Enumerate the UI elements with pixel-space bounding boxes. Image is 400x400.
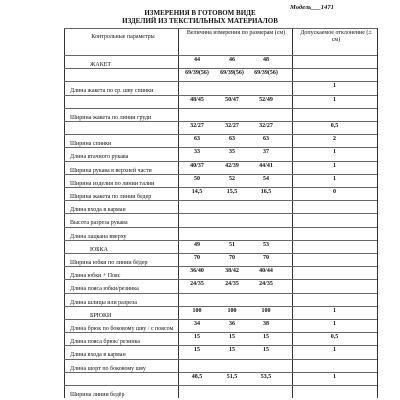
size-value: 69/39(56) bbox=[220, 70, 244, 77]
table-row bbox=[64, 253, 377, 267]
table-row bbox=[64, 95, 377, 109]
tolerance-value: 1 bbox=[333, 175, 336, 182]
size-value: 42/39 bbox=[225, 162, 239, 169]
size-value: 24/35 bbox=[259, 281, 273, 288]
table-column-divider bbox=[377, 28, 378, 398]
size-value: 32/27 bbox=[225, 123, 239, 129]
size-value: 15 bbox=[229, 334, 235, 341]
table-row bbox=[64, 279, 377, 293]
size-value: 24/35 bbox=[225, 281, 239, 288]
parameter-label: Ширина жакета по линии груди bbox=[70, 114, 152, 121]
tolerance-value: 1 bbox=[333, 307, 336, 314]
size-value: 37 bbox=[263, 149, 269, 156]
size-value: 63 bbox=[229, 136, 235, 143]
size-value: 50/47 bbox=[225, 96, 239, 103]
tolerance-value: 1 bbox=[333, 96, 336, 103]
parameter-label: Длина входа в карман bbox=[70, 207, 126, 214]
size-value: 46 bbox=[229, 57, 235, 63]
size-value: 33 bbox=[194, 149, 200, 156]
parameter-label: Длина шлицы или разреза bbox=[70, 299, 137, 306]
table-row bbox=[64, 81, 377, 95]
tolerance-value: 1 bbox=[333, 347, 336, 354]
table-row bbox=[64, 372, 377, 386]
table-row bbox=[64, 240, 377, 254]
parameter-label: Ширина рукава в верхней части bbox=[70, 167, 152, 174]
table-header bbox=[64, 28, 377, 54]
parameter-label: Длина входа в карман bbox=[70, 352, 126, 359]
table-row bbox=[64, 55, 377, 69]
size-value: 100 bbox=[261, 307, 271, 314]
size-value: 15 bbox=[263, 347, 269, 354]
tolerance-value: 1 bbox=[333, 149, 336, 156]
tolerance-value: 1 bbox=[333, 83, 336, 90]
size-value: 51,5 bbox=[226, 373, 238, 380]
document-title bbox=[0, 9, 400, 25]
table-row bbox=[64, 227, 377, 241]
size-value: 70 bbox=[229, 255, 235, 261]
size-value: 44/41 bbox=[259, 162, 273, 169]
size-value: 54 bbox=[263, 175, 269, 182]
parameter-label: Длина пояса юбки/резинка bbox=[70, 286, 139, 293]
header-sizes: Величина измерения по размерам (см) bbox=[186, 30, 286, 36]
parameter-label: Длина втачного рукава bbox=[70, 154, 129, 161]
section-heading: БРЮКИ bbox=[90, 312, 112, 319]
table-row bbox=[64, 161, 377, 175]
size-value: 63 bbox=[263, 136, 269, 143]
title-line-2: ИЗДЕЛИЙ ИЗ ТЕКСТИЛЬНЫХ МАТЕРИАЛОВ bbox=[122, 17, 278, 25]
size-value: 15 bbox=[229, 347, 235, 354]
size-value: 15 bbox=[194, 334, 200, 341]
table-row bbox=[64, 332, 377, 346]
size-value: 44 bbox=[194, 57, 200, 63]
parameter-label: Ширина линии бедёр bbox=[70, 392, 125, 398]
parameter-label: Ширина жакета по линии бедер bbox=[70, 194, 152, 200]
table-row bbox=[64, 68, 377, 82]
parameter-label: Высота разреза рукава bbox=[70, 220, 128, 227]
section-heading: ЮБКА bbox=[90, 246, 108, 253]
size-value: 52/49 bbox=[259, 96, 273, 103]
table-row bbox=[64, 306, 377, 320]
size-value: 49 bbox=[194, 241, 200, 248]
size-value: 70 bbox=[194, 255, 200, 261]
size-value: 100 bbox=[192, 307, 202, 314]
parameter-label: Длина жакета по ср. шву спинки bbox=[70, 88, 154, 95]
parameter-label: Ширина спинки bbox=[70, 141, 112, 148]
model-label: Модель___1471 bbox=[290, 4, 334, 11]
header-tolerance: Допускаемое отклонение (± см) bbox=[300, 30, 372, 43]
parameter-label: Ширина изделия по линии талии bbox=[70, 180, 155, 187]
size-value: 50 bbox=[194, 175, 200, 182]
parameter-label: Длина лацкана вверху bbox=[70, 233, 127, 240]
size-value: 53,5 bbox=[260, 373, 272, 380]
size-value: 32/27 bbox=[259, 123, 273, 129]
table-row bbox=[64, 359, 377, 373]
table-row bbox=[64, 385, 377, 399]
size-value: 63 bbox=[194, 136, 200, 143]
size-value: 36 bbox=[229, 321, 235, 327]
table-row bbox=[64, 147, 377, 161]
parameter-label: Ширина юбки по линии бёдер bbox=[70, 260, 148, 266]
size-value: 48,5 bbox=[191, 373, 203, 380]
size-value: 70 bbox=[263, 255, 269, 261]
table-row bbox=[64, 174, 377, 188]
size-value: 52 bbox=[229, 175, 235, 182]
table-row bbox=[64, 213, 377, 227]
size-value: 69/39(56) bbox=[185, 70, 209, 77]
section-heading: ЖАКЕТ bbox=[90, 62, 112, 68]
table-top-border bbox=[64, 28, 377, 29]
size-value: 15,5 bbox=[226, 189, 238, 195]
parameter-label: Длина брюк по боковому шву / с поясом bbox=[70, 326, 174, 332]
table-row bbox=[64, 121, 377, 135]
tolerance-value: 0,5 bbox=[330, 123, 339, 129]
table-row bbox=[64, 108, 377, 122]
size-value: 69/39(56) bbox=[254, 70, 278, 77]
header-params: Контрольные параметры bbox=[91, 34, 155, 40]
size-value: 40/37 bbox=[190, 162, 204, 169]
size-value: 34 bbox=[194, 321, 200, 327]
size-value: 35 bbox=[229, 149, 235, 156]
tolerance-value: 0 bbox=[333, 189, 336, 195]
tolerance-value: 0,5 bbox=[330, 334, 339, 341]
table-row bbox=[64, 187, 377, 201]
size-value: 14,5 bbox=[191, 189, 203, 195]
size-value: 48/45 bbox=[190, 96, 204, 103]
size-value: 53 bbox=[263, 241, 269, 248]
table-row bbox=[64, 134, 377, 148]
size-value: 51 bbox=[229, 241, 235, 248]
size-value: 38 bbox=[263, 321, 269, 327]
table-row bbox=[64, 200, 377, 214]
parameter-label: Длина пояса брюк/ резинка bbox=[70, 339, 141, 346]
size-value: 38/42 bbox=[225, 268, 239, 275]
size-value: 36/40 bbox=[190, 268, 204, 275]
tolerance-value: 1 bbox=[333, 162, 336, 169]
size-value: 100 bbox=[227, 307, 237, 314]
table-row bbox=[64, 319, 377, 333]
table-row bbox=[64, 345, 377, 359]
parameter-label: Длина шорт по боковому шву bbox=[70, 365, 146, 372]
table-row bbox=[64, 293, 377, 307]
size-value: 48 bbox=[263, 57, 269, 63]
tolerance-value: 1 bbox=[333, 373, 336, 380]
size-value: 40/44 bbox=[259, 268, 273, 275]
tolerance-value: 1 bbox=[333, 321, 336, 327]
size-value: 15 bbox=[194, 347, 200, 354]
size-value: 16,5 bbox=[260, 189, 272, 195]
tolerance-value: 2 bbox=[333, 136, 336, 143]
table-row bbox=[64, 266, 377, 280]
size-value: 32/27 bbox=[190, 123, 204, 129]
size-value: 15 bbox=[263, 334, 269, 341]
title-line-1: ИЗМЕРЕНИЯ В ГОТОВОМ ВИДЕ bbox=[144, 9, 256, 17]
parameter-label: Длина юбки + Пояс bbox=[70, 273, 121, 280]
size-value: 24/35 bbox=[190, 281, 204, 288]
